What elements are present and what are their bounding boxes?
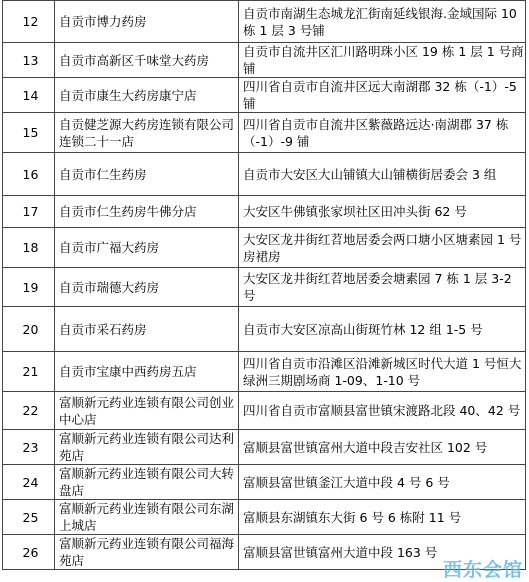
row-number: 13 [3, 43, 55, 78]
pharmacy-table [2, 0, 526, 570]
table-row [3, 153, 526, 196]
row-number: 14 [3, 78, 55, 113]
table-row [3, 500, 526, 535]
table-row [3, 113, 526, 153]
pharmacy-name: 富顺新元药业连锁有限公司达利苑店 [55, 430, 239, 465]
pharmacy-name: 自贡市宝康中西药房五店 [55, 352, 239, 392]
table-row [3, 1, 526, 43]
table-row [3, 392, 526, 430]
row-number: 21 [3, 352, 55, 392]
pharmacy-name: 自贡健芝源大药房连锁有限公司连锁二十一店 [55, 113, 239, 153]
row-number: 22 [3, 392, 55, 430]
pharmacy-address: 富顺县东湖镇东大街 6 号 6 栋附 11 号 [239, 500, 526, 535]
pharmacy-name: 自贡市博力药房 [55, 1, 239, 43]
pharmacy-address: 大安区龙井街红苕地居委会两口塘小区塘素园 1 号房裙房 [239, 228, 526, 268]
pharmacy-name: 自贡市广福大药房 [55, 228, 239, 268]
table-row [3, 78, 526, 113]
pharmacy-address: 富顺县富世镇釜江大道中段 4 号 6 号 [239, 465, 526, 500]
table-row [3, 430, 526, 465]
pharmacy-address: 大安区龙井街红苕地居委会塘素园 7 栋 1 层 3-2 号 [239, 268, 526, 307]
table-row [3, 307, 526, 352]
table-row [3, 268, 526, 307]
pharmacy-address: 自贡市自流井区汇川路明珠小区 19 栋 1 层 1 号商铺 [239, 43, 526, 78]
site-watermark: 西东会馆 [442, 558, 523, 581]
row-number: 19 [3, 268, 55, 307]
row-number: 20 [3, 307, 55, 352]
pharmacy-address: 四川省自贡市沿滩区沿滩新城区时代大道 1 号恒大绿洲三期剧场商 1-09、1-10 号 [239, 352, 526, 392]
pharmacy-address: 四川省自贡市自流井区紫薇路远达·南湖郡 37 栋（-1）-9 铺 [239, 113, 526, 153]
row-number: 25 [3, 500, 55, 535]
row-number: 24 [3, 465, 55, 500]
pharmacy-name: 富顺新元药业连锁有限公司东湖上城店 [55, 500, 239, 535]
pharmacy-address: 自贡市南湖生态城龙汇街南延线银海.金域国际 10 栋 1 层 3 号铺 [239, 1, 526, 43]
row-number: 16 [3, 153, 55, 196]
pharmacy-address: 四川省自贡市富顺县富世镇宋渡路北段 40、42 号 [239, 392, 526, 430]
pharmacy-name: 富顺新元药业连锁有限公司福海苑店 [55, 535, 239, 570]
pharmacy-address: 大安区牛佛镇张家坝社区田冲头街 62 号 [239, 196, 526, 228]
row-number: 17 [3, 196, 55, 228]
row-number: 23 [3, 430, 55, 465]
row-number: 26 [3, 535, 55, 570]
table-body [3, 1, 526, 570]
pharmacy-name: 自贡市仁生药房牛佛分店 [55, 196, 239, 228]
pharmacy-name: 自贡市采石药房 [55, 307, 239, 352]
table-row [3, 352, 526, 392]
row-number: 15 [3, 113, 55, 153]
pharmacy-name: 自贡市康生大药房康宁店 [55, 78, 239, 113]
row-number: 12 [3, 1, 55, 43]
pharmacy-name: 富顺新元药业连锁有限公司大转盘店 [55, 465, 239, 500]
table-row [3, 43, 526, 78]
pharmacy-name: 富顺新元药业连锁有限公司创业中心店 [55, 392, 239, 430]
pharmacy-address: 富顺县富世镇富州大道中段 163 号 [239, 535, 526, 570]
pharmacy-address: 自贡市大安区大山铺镇大山铺横街居委会 3 组 [239, 153, 526, 196]
pharmacy-name: 自贡市高新区千味堂大药房 [55, 43, 239, 78]
table-row [3, 228, 526, 268]
pharmacy-address: 四川省自贡市自流井区远大南湖郡 32 栋（-1）-5 铺 [239, 78, 526, 113]
table-row [3, 465, 526, 500]
table-row [3, 196, 526, 228]
pharmacy-name: 自贡市瑞德大药房 [55, 268, 239, 307]
pharmacy-address: 富顺县富世镇富州大道中段吉安社区 102 号 [239, 430, 526, 465]
row-number: 18 [3, 228, 55, 268]
pharmacy-name: 自贡市仁生药房 [55, 153, 239, 196]
pharmacy-address: 自贡市大安区凉高山街斑竹林 12 组 1-5 号 [239, 307, 526, 352]
